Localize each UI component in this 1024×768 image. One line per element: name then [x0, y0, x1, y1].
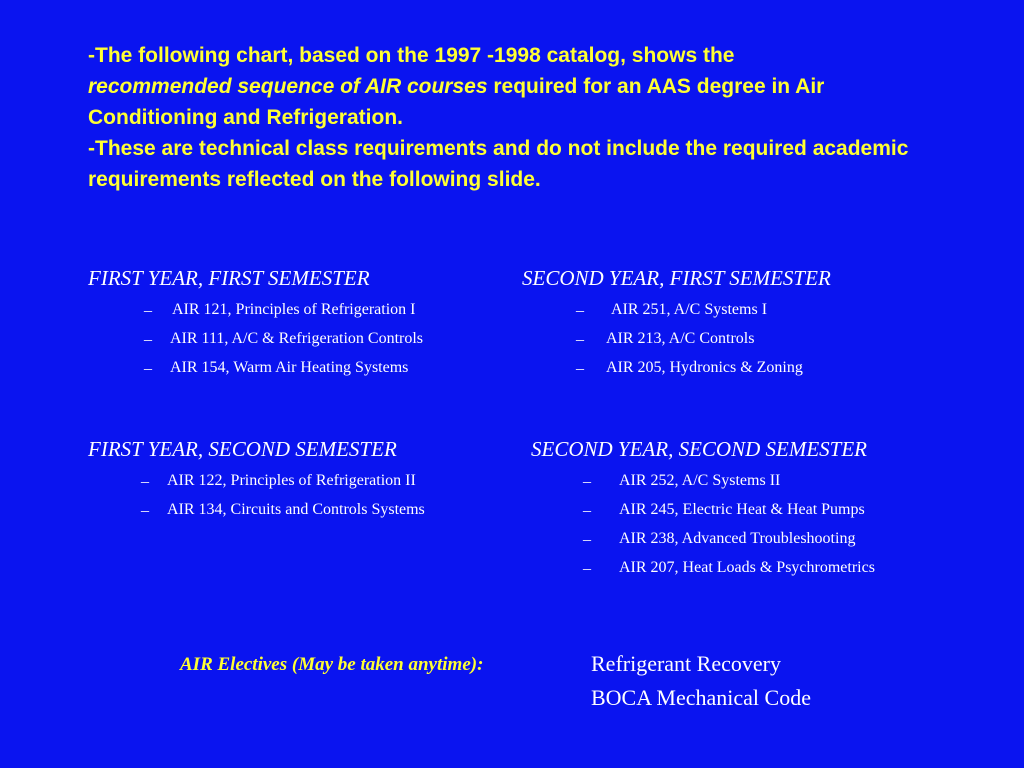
bullet-marker: _ — [144, 326, 152, 343]
course-label: AIR 207, Heat Loads & Psychrometrics — [619, 559, 875, 576]
bullet-marker: _ — [583, 468, 591, 485]
elective-item: BOCA Mechanical Code — [591, 685, 811, 710]
semester-title-y2s2: SECOND YEAR, SECOND SEMESTER — [531, 437, 867, 461]
bullet-marker: _ — [576, 326, 584, 343]
bullet-marker: _ — [144, 355, 152, 372]
elective-item: Refrigerant Recovery — [591, 651, 781, 676]
course-label: AIR 111, A/C & Refrigeration Controls — [170, 330, 424, 347]
intro-paragraph — [88, 40, 948, 195]
course-label: AIR 154, Warm Air Heating Systems — [170, 359, 409, 376]
bullet-marker: _ — [583, 497, 591, 514]
course-label: AIR 245, Electric Heat & Heat Pumps — [619, 501, 865, 518]
bullet-marker: _ — [141, 497, 149, 514]
course-label: AIR 134, Circuits and Controls Systems — [167, 501, 425, 518]
intro-first-point — [88, 40, 948, 133]
bullet-marker: _ — [583, 555, 591, 572]
course-label: AIR 251, A/C Systems I — [611, 301, 768, 318]
semester-title-y2s1: SECOND YEAR, FIRST SEMESTER — [522, 266, 831, 290]
course-label: AIR 238, Advanced Troubleshooting — [619, 530, 856, 547]
semester-title-y1s1: FIRST YEAR, FIRST SEMESTER — [88, 266, 370, 290]
bullet-marker: _ — [576, 355, 584, 372]
course-label: AIR 205, Hydronics & Zoning — [606, 359, 803, 376]
bullet-marker: _ — [144, 297, 152, 314]
course-label: AIR 122, Principles of Refrigeration II — [167, 472, 416, 489]
intro-line-1: -The following chart, based on the 1997 -1998 catalog, shows the — [88, 44, 735, 67]
course-label: AIR 121, Principles of Refrigeration I — [172, 301, 416, 318]
electives-label: AIR Electives (May be taken anytime): — [180, 654, 484, 675]
course-label: AIR 252, A/C Systems II — [619, 472, 781, 489]
bullet-marker: _ — [576, 297, 584, 314]
course-label: AIR 213, A/C Controls — [606, 330, 755, 347]
bullet-marker: _ — [583, 526, 591, 543]
bullet-marker: _ — [141, 468, 149, 485]
intro-second-point: -These are technical class requirements and do not include the required academic requirements reflected on the following slide. — [88, 137, 909, 191]
intro-line-2: required for an AAS degree in Air Conditioning and Refrigeration. — [88, 75, 825, 129]
semester-title-y1s2: FIRST YEAR, SECOND SEMESTER — [88, 437, 397, 461]
intro-emphasis: recommended sequence of AIR courses — [88, 75, 488, 98]
